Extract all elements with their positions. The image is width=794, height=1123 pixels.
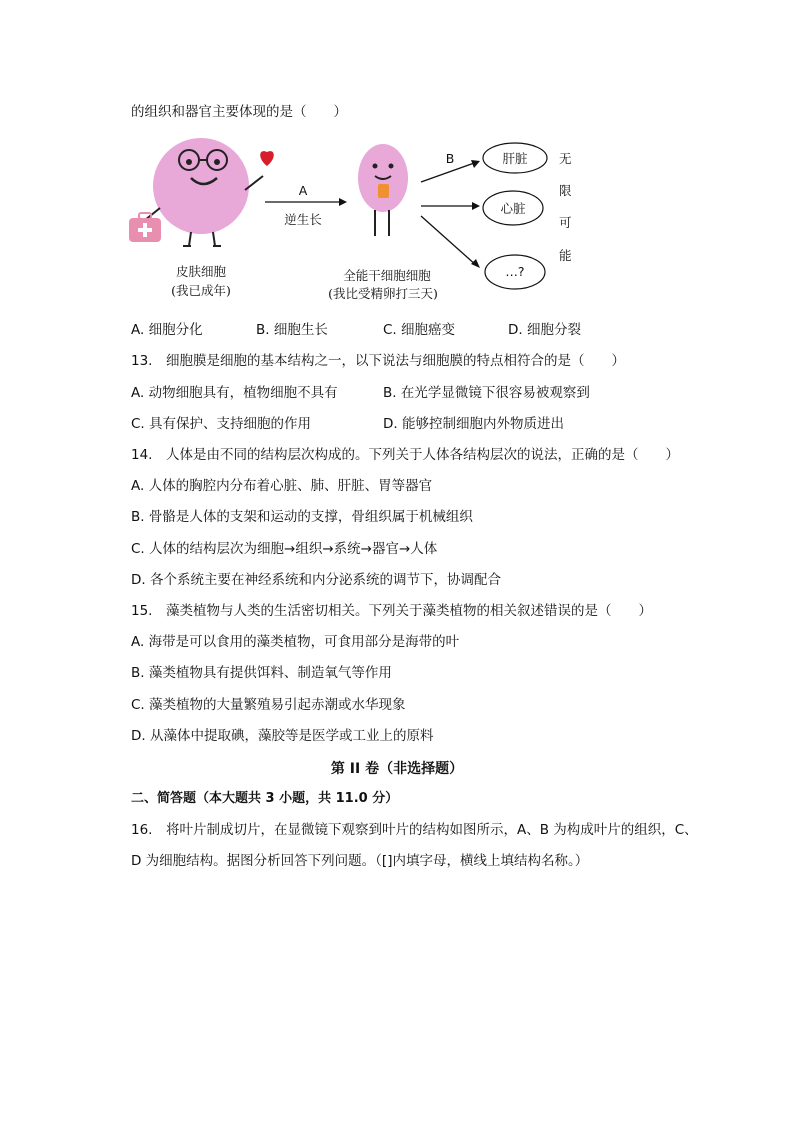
q14-option-a[interactable]: A. 人体的胸腔内分布着心脏、肺、肝脏、胃等器官 (131, 478, 433, 494)
side-text-4: 能 (559, 248, 572, 263)
q14-option-b[interactable]: B. 骨骼是人体的支架和运动的支撑，骨组织属于机械组织 (131, 509, 473, 525)
q14-stem: 14. 人体是由不同的结构层次构成的。下列关于人体各结构层次的说法，正确的是（ ） (131, 447, 679, 463)
stem-cell-subcaption: (我比受精卵打三天) (328, 286, 438, 301)
heart-icon (260, 151, 274, 166)
arrow-a-label: A (298, 183, 308, 198)
q13-option-c[interactable]: C. 具有保护、支持细胞的作用 (131, 416, 312, 432)
arrow-to-unknown (421, 216, 477, 266)
skin-cell-subcaption: (我已成年) (171, 283, 231, 298)
arrow-a-sublabel: 逆生长 (284, 212, 322, 227)
q13-stem: 13. 细胞膜是细胞的基本结构之一，以下说法与细胞膜的特点相符合的是（ ） (131, 353, 625, 369)
q12-option-c[interactable]: C. 细胞癌变 (383, 322, 456, 338)
skin-cell-illustration (145, 138, 263, 246)
q15-option-c[interactable]: C. 藻类植物的大量繁殖易引起赤潮或水华现象 (131, 697, 406, 713)
side-text-1: 无 (559, 151, 572, 166)
q12-option-d[interactable]: D. 细胞分裂 (508, 322, 581, 338)
q16-line1: 16. 将叶片制成切片，在显微镜下观察到叶片的结构如图所示，A、B 为构成叶片的组织，C、 (131, 822, 698, 838)
organ-heart-label: 心脏 (500, 201, 526, 216)
side-text-3: 可 (559, 215, 572, 230)
q15-stem: 15. 藻类植物与人类的生活密切相关。下列关于藻类植物的相关叙述错误的是（ ） (131, 603, 652, 619)
side-text-2: 限 (559, 183, 572, 198)
skin-cell-caption: 皮肤细胞 (175, 264, 227, 279)
q12-option-b[interactable]: B. 细胞生长 (256, 322, 328, 338)
section2-title: 第 II 卷（非选择题） (330, 761, 464, 777)
q13-option-d[interactable]: D. 能够控制细胞内外物质进出 (383, 416, 564, 432)
q14-option-c[interactable]: C. 人体的结构层次为细胞→组织→系统→器官→人体 (131, 541, 438, 557)
stem-cell-illustration (358, 144, 408, 236)
q14-option-d[interactable]: D. 各个系统主要在神经系统和内分泌系统的调节下，协调配合 (131, 572, 501, 588)
section2-heading: 二、简答题（本大题共 3 小题，共 11.0 分） (131, 791, 399, 806)
arrow-b-label: B (445, 151, 455, 166)
q15-option-d[interactable]: D. 从藻体中提取碘，藻胶等是医学或工业上的原料 (131, 728, 434, 744)
q12-option-a[interactable]: A. 细胞分化 (131, 322, 203, 338)
medical-kit-icon (129, 213, 161, 242)
q13-option-b[interactable]: B. 在光学显微镜下很容易被观察到 (383, 385, 590, 401)
q16-line2: D 为细胞结构。据图分析回答下列问题。（[]内填字母，横线上填结构名称。） (131, 853, 589, 869)
q15-option-a[interactable]: A. 海带是可以食用的藻类植物，可食用部分是海带的叶 (131, 634, 460, 650)
cell-differentiation-figure (125, 138, 585, 313)
organ-liver-label: 肝脏 (502, 151, 528, 166)
q13-option-a[interactable]: A. 动物细胞具有，植物细胞不具有 (131, 385, 338, 401)
q15-option-b[interactable]: B. 藻类植物具有提供饵料、制造氧气等作用 (131, 665, 392, 681)
organ-unknown-label: …? (505, 264, 525, 279)
stem-cell-caption: 全能干细胞细胞 (343, 268, 431, 283)
q12-stem-tail: 的组织和器官主要体现的是（ ） (131, 104, 347, 120)
